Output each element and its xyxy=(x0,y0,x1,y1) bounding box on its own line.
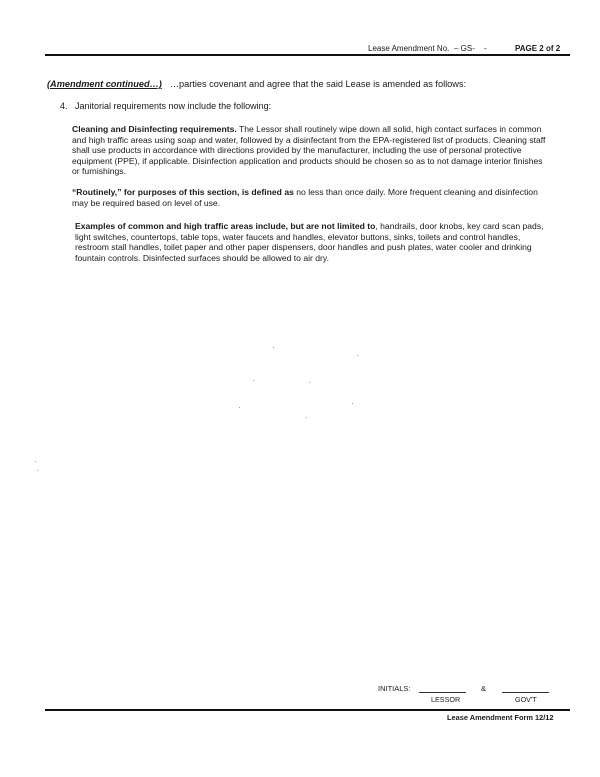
paragraph-body: , handrails, door knobs, key card scan pads, light switches, countertops, table tops, water faucets and handles, elevator buttons, sinks, toilets and control handles, restroom stall handles, toilet paper and other paper dispensers, door handles and push plates, water cooler and drinking fountain controls. Disinfected surfaces should be allowed to air dry. xyxy=(75,221,544,263)
scan-speck xyxy=(309,382,310,383)
lessor-label: LESSOR xyxy=(431,695,461,704)
amendment-number-label: Lease Amendment No. xyxy=(368,44,450,53)
amendment-continued-line xyxy=(47,79,466,89)
govt-initials-field[interactable] xyxy=(502,692,549,693)
amendment-continued-label: (Amendment continued…) xyxy=(47,79,162,89)
scan-speck xyxy=(273,347,274,348)
page-number: PAGE 2 of 2 xyxy=(515,44,561,53)
govt-label: GOV'T xyxy=(515,695,537,704)
paragraph-body: The Lessor shall routinely wipe down all solid, high contact surfaces in common and high traffic areas using soap and water, followed by a disinfectant from the EPA-registered list of products. Cleaning staff shall use products in accordance with directions provided by the manufacturer, including the use of personal protective equipment (PPE), if applicable. Disinfection application and products should be chosen so as to not damage interior finishes or furnishings. xyxy=(72,124,546,177)
list-item-text: Janitorial requirements now include the following: xyxy=(75,101,272,111)
amendment-continued-text: …parties covenant and agree that the said Lease is amended as follows: xyxy=(169,79,467,89)
scan-speck xyxy=(37,470,38,471)
paragraph-routinely-definition xyxy=(72,187,552,208)
list-item-4 xyxy=(60,101,271,111)
form-number: Lease Amendment Form 12/12 xyxy=(447,713,554,722)
lessor-initials-field[interactable] xyxy=(419,692,466,693)
gs-number-label: – GS- xyxy=(454,44,475,53)
scan-speck xyxy=(306,417,307,418)
scan-speck xyxy=(352,403,353,404)
scan-speck xyxy=(253,380,254,381)
paragraph-body: no less than once daily. More frequent cleaning and disinfection may be required based on level of use. xyxy=(72,187,538,208)
footer-rule xyxy=(45,709,570,711)
paragraph-heading: “Routinely,” for purposes of this section, is defined as xyxy=(72,187,294,197)
paragraph-cleaning-requirements xyxy=(72,124,552,177)
header-rule xyxy=(45,54,570,56)
initials-ampersand: & xyxy=(481,684,487,693)
scan-speck xyxy=(35,461,36,462)
paragraph-high-traffic-examples xyxy=(75,221,555,263)
scan-speck xyxy=(239,407,240,408)
initials-label: INITIALS: xyxy=(378,684,411,693)
paragraph-heading: Cleaning and Disinfecting requirements. xyxy=(72,124,237,134)
list-item-number: 4. xyxy=(60,101,68,111)
paragraph-heading: Examples of common and high traffic areas include, but are not limited to xyxy=(75,221,376,231)
scan-speck xyxy=(357,355,358,356)
gs-number-dash: - xyxy=(484,44,487,53)
